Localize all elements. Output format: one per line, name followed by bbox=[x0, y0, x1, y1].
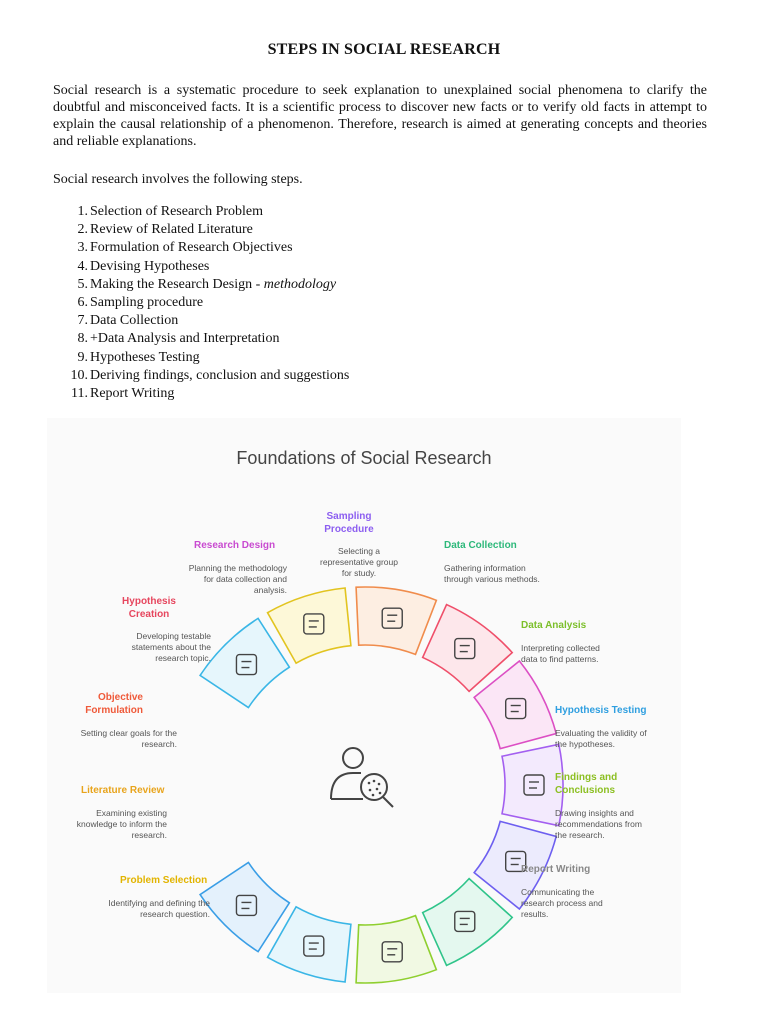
segment-label-literature-review: Literature Review bbox=[81, 785, 165, 796]
segment-label-findings-conclusions: Findings and Conclusions bbox=[555, 772, 618, 796]
segment-desc-research-design: Planning the methodology for data collection and analysis. bbox=[188, 563, 287, 595]
segment-desc-sampling-procedure: Selecting a representative group for study. bbox=[320, 546, 398, 578]
list-item: 4. Devising Hypotheses bbox=[77, 258, 210, 274]
segment-label-problem-selection: Problem Selection bbox=[120, 875, 208, 886]
list-item: 2. Review of Related Literature bbox=[77, 222, 253, 238]
segment-desc-objective-formulation: Setting clear goals for the research. bbox=[80, 728, 177, 749]
segment-desc-hypothesis-testing: Evaluating the validity of the hypotheses. bbox=[555, 728, 647, 749]
list-item: 11. Report Writing bbox=[71, 386, 175, 402]
segment-desc-problem-selection: Identifying and defining the research question. bbox=[108, 898, 210, 919]
research-foundations-figure bbox=[47, 418, 681, 993]
segment-desc-data-analysis: Interpreting collected data to find patterns. bbox=[521, 643, 600, 664]
list-item: 3. Formulation of Research Objectives bbox=[77, 240, 293, 256]
segment-desc-hypothesis-creation: Developing testable statements about the research topic. bbox=[131, 631, 211, 663]
segment-label-data-collection: Data Collection bbox=[444, 540, 517, 551]
intro-paragraph: Social research is a systematic procedure to seek explanation to unexplained social phenomena to clarify the doubtful and misconceived facts. It is a scientific process to discover new facts or to verify old facts in attempt to explain the causal relationship of a phenomenon. Therefore, research is aimed at generating concepts and theories and reliable explanations. bbox=[53, 83, 707, 149]
list-item: 5. Making the Research Design - methodology bbox=[53, 276, 349, 294]
segment-desc-findings-conclusions: Drawing insights and recommendations from the research. bbox=[555, 808, 642, 840]
steps-lead-text: Social research involves the following steps. bbox=[53, 172, 303, 187]
fan-segment bbox=[356, 587, 436, 654]
methodology-emphasis: methodology bbox=[263, 276, 337, 292]
fan-segment bbox=[502, 744, 563, 825]
list-item: 6. Sampling procedure bbox=[77, 295, 204, 311]
list-item: 7. Data Collection bbox=[77, 313, 179, 329]
fan-segment bbox=[200, 618, 289, 707]
figure-title: Foundations of Social Research bbox=[236, 448, 492, 468]
segment-label-objective-formulation: Objective Formulation bbox=[85, 692, 143, 716]
segment-label-hypothesis-creation: Hypothesis Creation bbox=[122, 596, 176, 620]
segment-label-report-writing: Report Writing bbox=[521, 864, 591, 875]
document-title: STEPS IN SOCIAL RESEARCH bbox=[267, 41, 501, 58]
fan-segment bbox=[200, 862, 289, 951]
segment-desc-data-collection: Gathering information through various methods. bbox=[444, 563, 540, 584]
steps-list bbox=[53, 203, 349, 403]
list-item: 10. Deriving findings, conclusion and suggestions bbox=[70, 367, 350, 383]
list-item: 9. Hypotheses Testing bbox=[77, 349, 200, 365]
person-search-icon bbox=[331, 748, 393, 807]
list-item: 1. Selection of Research Problem bbox=[77, 204, 264, 219]
segment-label-data-analysis: Data Analysis bbox=[521, 620, 587, 631]
segment-label-hypothesis-testing: Hypothesis Testing bbox=[555, 705, 647, 716]
list-item: 8. +Data Analysis and Interpretation bbox=[77, 331, 280, 347]
segment-desc-literature-review: Examining existing knowledge to inform the research. bbox=[76, 808, 167, 840]
segment-label-research-design: Research Design bbox=[194, 540, 276, 551]
segment-label-sampling-procedure: Sampling Procedure bbox=[324, 511, 374, 535]
segment-desc-report-writing: Communicating the research process and results. bbox=[521, 887, 603, 919]
